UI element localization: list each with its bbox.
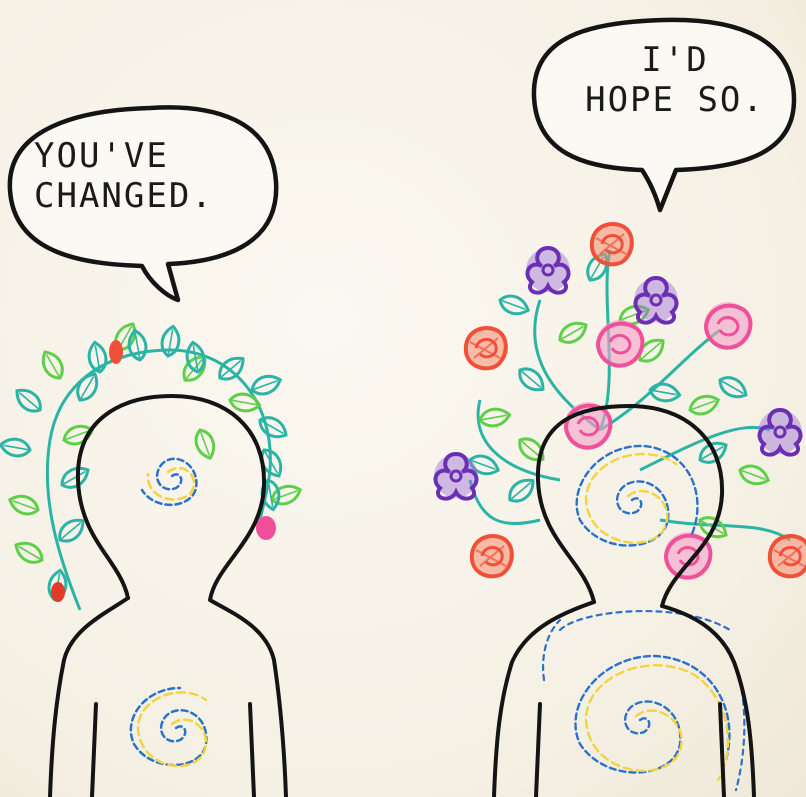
left-vine-wreath [0,320,303,610]
right-flower-bouquet [434,222,806,580]
left-speech-text [34,136,274,216]
right-figure-outline [494,406,754,797]
right-speech-text [565,40,785,120]
left-speech-line-1: YOU'VE [34,136,169,176]
left-figure-outline [50,396,286,797]
left-speech-line-2: CHANGED. [34,176,214,216]
swirl-patterns [131,446,744,790]
right-speech-line-2: HOPE SO. [585,80,765,120]
right-speech-line-1: I'D [641,40,709,80]
